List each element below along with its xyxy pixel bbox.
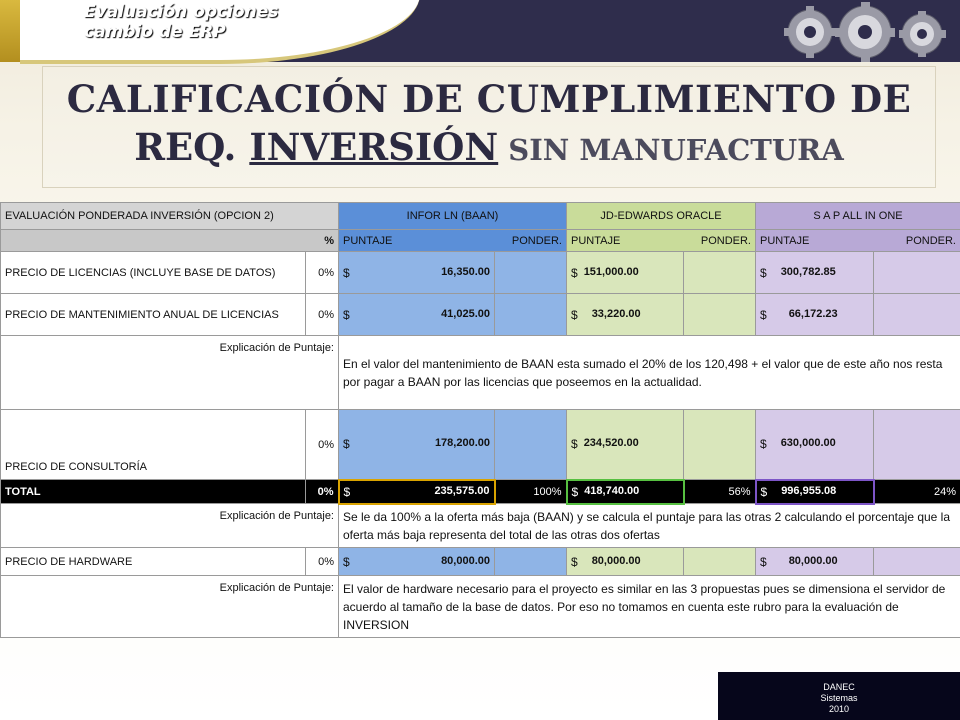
sap-value	[756, 252, 874, 294]
jde-value	[567, 252, 684, 294]
currency-symbol: $	[343, 307, 350, 322]
amount: 16,350.00	[441, 265, 490, 278]
sap-ponder	[874, 548, 960, 576]
table-row-mantenimiento	[1, 294, 960, 336]
row-label: PRECIO DE HARDWARE	[1, 548, 306, 576]
infor-value	[339, 548, 495, 576]
footer-line1: DANEC	[823, 682, 855, 692]
infor-puntaje-label: PUNTAJE	[343, 234, 393, 247]
table-row-hardware	[1, 548, 960, 576]
title-suffix: SIN MANUFACTURA	[498, 133, 844, 167]
subheader-infor	[339, 230, 567, 252]
amount: 41,025.00	[441, 307, 490, 320]
row-label: PRECIO DE LICENCIAS (INCLUYE BASE DE DATOS)	[1, 252, 306, 294]
infor-value	[339, 294, 495, 336]
footer-line3: 2010	[828, 704, 850, 714]
table-row-explanation-2	[1, 504, 960, 548]
table-subheader-row	[1, 230, 960, 252]
row-pct: 0%	[306, 548, 339, 576]
footer-line2: Sistemas	[820, 693, 858, 703]
total-sap	[756, 480, 874, 504]
header-label: EVALUACIÓN PONDERADA INVERSIÓN (OPCION 2)	[1, 203, 339, 230]
jde-ponder	[684, 410, 756, 480]
amount: 418,740.00	[584, 484, 640, 497]
explanation-text: En el valor del mantenimiento de BAAN esta sumado el 20% de los 120,498 + el valor que de este año nos resta por pagar a BAAN por las licencias que poseemos en la actualidad.	[339, 336, 960, 410]
currency-symbol: $	[571, 484, 579, 499]
total-sap-ponder: 24%	[874, 480, 960, 504]
jde-value	[567, 548, 684, 576]
amount: 80,000.00	[788, 554, 838, 567]
amount: 33,220.00	[591, 307, 641, 320]
jde-ponder	[684, 252, 756, 294]
currency-symbol: $	[571, 265, 578, 280]
explanation-label: Explicación de Puntaje:	[1, 336, 339, 410]
currency-symbol: $	[343, 554, 350, 569]
row-pct: 0%	[306, 294, 339, 336]
title-underlined: INVERSIÓN	[249, 125, 499, 169]
footer-badge	[718, 672, 960, 720]
sap-ponder	[874, 294, 960, 336]
row-pct: 0%	[306, 410, 339, 480]
header-infor: INFOR LN (BAAN)	[339, 203, 567, 230]
total-jde-ponder: 56%	[684, 480, 756, 504]
amount: 80,000.00	[441, 554, 490, 567]
table-row-explanation-1	[1, 336, 960, 410]
amount: 996,955.08	[781, 484, 837, 497]
explanation-text: El valor de hardware necesario para el proyecto es similar en las 3 propuestas pues se dimensiona el servidor de acuerdo al tamaño de la base de datos. Por eso no tomamos en cuenta este rubro para la evaluación de INVERSION	[339, 576, 960, 638]
amount: 234,520.00	[583, 437, 639, 450]
jde-value	[567, 294, 684, 336]
sap-puntaje-label: PUNTAJE	[760, 234, 810, 247]
explanation-text: Se le da 100% a la oferta más baja (BAAN) y se calcula el puntaje para las otras 2 calculando el porcentaje que la oferta más baja representa del total de las otras dos ofertas	[339, 504, 960, 548]
infor-ponder-label: PONDER.	[511, 234, 562, 247]
sap-value	[756, 548, 874, 576]
header-sap: S A P ALL IN ONE	[756, 203, 960, 230]
title-line2	[43, 125, 935, 169]
explanation-label: Explicación de Puntaje:	[1, 504, 339, 548]
infor-ponder	[495, 294, 567, 336]
evaluation-table	[0, 202, 960, 638]
row-label: PRECIO DE CONSULTORÍA	[1, 410, 306, 480]
top-banner	[0, 0, 960, 62]
table-header-row	[1, 203, 960, 230]
amount: 235,575.00	[434, 484, 490, 497]
banner-title-line2: cambio de ERP	[84, 22, 226, 42]
currency-symbol: $	[343, 484, 351, 499]
banner-title-line1: Evaluación opciones	[84, 2, 279, 22]
infor-ponder	[495, 252, 567, 294]
jde-ponder	[684, 548, 756, 576]
total-infor	[339, 480, 495, 504]
amount: 151,000.00	[583, 265, 639, 278]
currency-symbol: $	[343, 437, 350, 452]
subheader-pct: %	[1, 230, 339, 252]
title-prefix: REQ.	[134, 125, 250, 169]
infor-ponder	[495, 410, 567, 480]
currency-symbol: $	[760, 437, 767, 452]
table-row-licencias	[1, 252, 960, 294]
title-line1: CALIFICACIÓN DE CUMPLIMIENTO DE	[66, 77, 912, 121]
sap-ponder	[874, 252, 960, 294]
amount: 80,000.00	[591, 554, 641, 567]
amount: 66,172.23	[788, 307, 838, 320]
row-label: PRECIO DE MANTENIMIENTO ANUAL DE LICENCIAS	[1, 294, 306, 336]
header-jde: JD-EDWARDS ORACLE	[567, 203, 756, 230]
slide-title	[42, 66, 936, 188]
table-row-explanation-3	[1, 576, 960, 638]
currency-symbol: $	[760, 554, 767, 569]
table-row-total	[1, 480, 960, 504]
total-jde	[567, 480, 684, 504]
explanation-label: Explicación de Puntaje:	[1, 576, 339, 638]
sap-ponder-label: PONDER.	[905, 234, 956, 247]
currency-symbol: $	[760, 307, 767, 322]
row-pct: 0%	[306, 252, 339, 294]
currency-symbol: $	[343, 265, 350, 280]
sap-value	[756, 294, 874, 336]
total-pct: 0%	[306, 480, 339, 504]
total-label: TOTAL	[1, 480, 306, 504]
currency-symbol: $	[571, 554, 578, 569]
subheader-jde	[567, 230, 756, 252]
jde-puntaje-label: PUNTAJE	[571, 234, 621, 247]
currency-symbol: $	[571, 307, 578, 322]
amount: 300,782.85	[780, 265, 836, 278]
infor-value	[339, 252, 495, 294]
table-row-consultoria	[1, 410, 960, 480]
currency-symbol: $	[760, 484, 768, 499]
jde-ponder	[684, 294, 756, 336]
gears-icon	[740, 2, 960, 62]
currency-symbol: $	[571, 437, 578, 452]
sap-value	[756, 410, 874, 480]
banner-title	[84, 2, 278, 42]
infor-ponder	[495, 548, 567, 576]
sap-ponder	[874, 410, 960, 480]
currency-symbol: $	[760, 265, 767, 280]
jde-value	[567, 410, 684, 480]
jde-ponder-label: PONDER.	[700, 234, 751, 247]
total-infor-ponder: 100%	[495, 480, 567, 504]
amount: 178,200.00	[434, 437, 490, 450]
subheader-sap	[756, 230, 960, 252]
infor-value	[339, 410, 495, 480]
amount: 630,000.00	[780, 437, 836, 450]
